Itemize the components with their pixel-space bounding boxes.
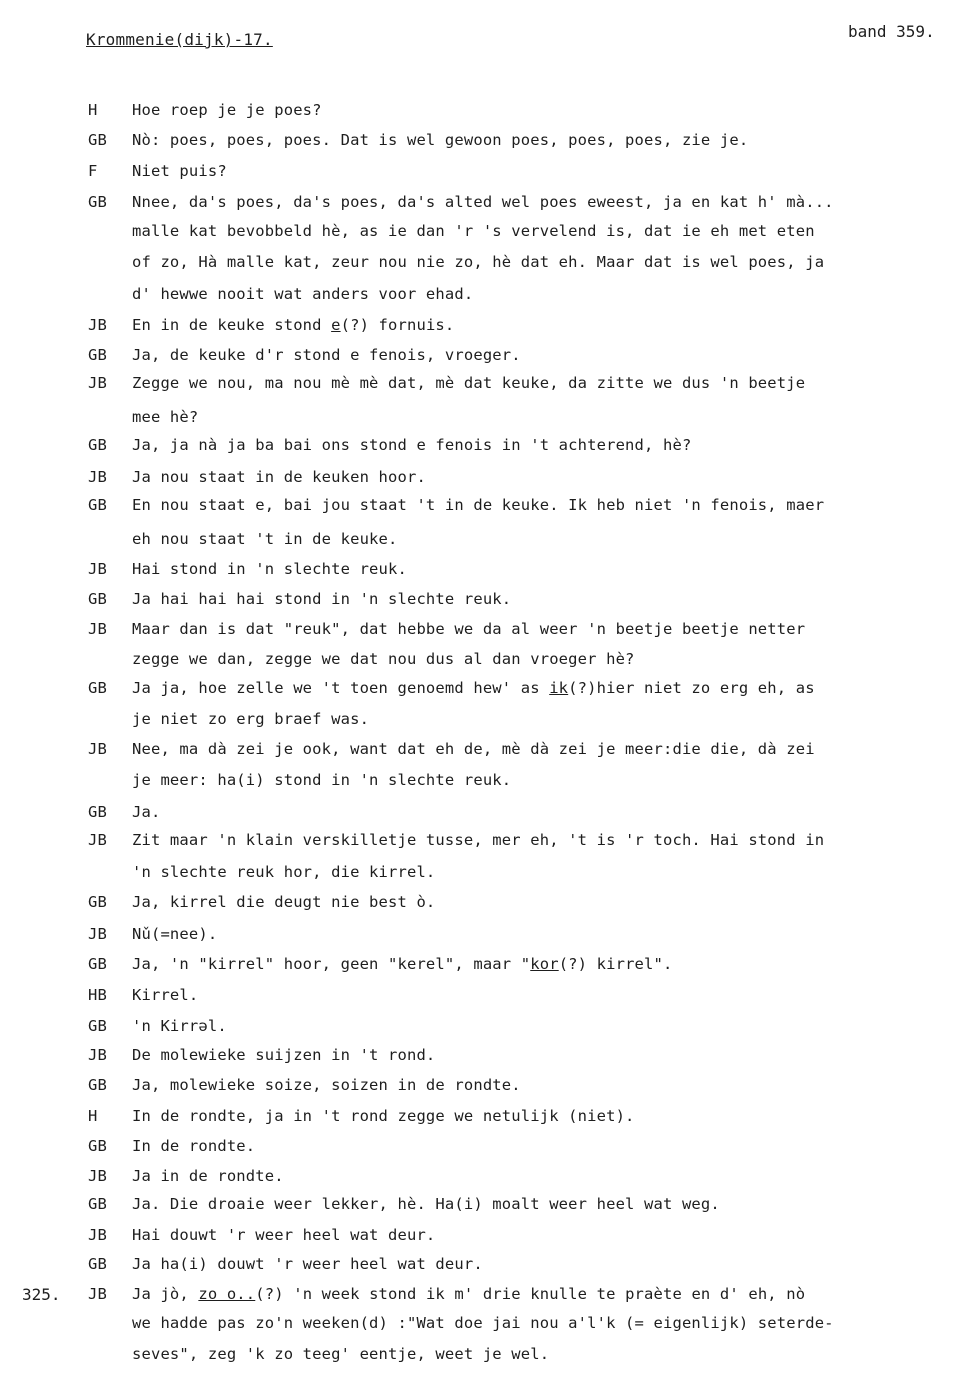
utterance-text: Ja ja, hoe zelle we 't toen genoemd hew' as bbox=[132, 679, 550, 697]
utterance-line: zegge we dan, zegge we dat nou dus al dan vroeger hè? bbox=[132, 650, 635, 668]
speaker-code: GB bbox=[88, 803, 107, 821]
utterance-line: Ja ha(i) douwt 'r weer heel wat deur. bbox=[132, 1255, 483, 1273]
utterance-line bbox=[132, 955, 673, 973]
speaker-code: F bbox=[88, 162, 98, 180]
speaker-code: GB bbox=[88, 1195, 107, 1213]
utterance-line: mee hè? bbox=[132, 408, 199, 426]
speaker-code: JB bbox=[88, 560, 107, 578]
tape-band-number: band 359. bbox=[848, 22, 935, 41]
utterance-line: Zit maar 'n klain verskilletje tusse, mer eh, 't is 'r toch. Hai stond in bbox=[132, 831, 825, 849]
utterance-line: In de rondte, ja in 't rond zegge we netulijk (niet). bbox=[132, 1107, 635, 1125]
uncertain-word: kor bbox=[530, 955, 559, 973]
speaker-code: GB bbox=[88, 193, 107, 211]
utterance-text: (?) fornuis. bbox=[340, 316, 455, 334]
speaker-code: H bbox=[88, 1107, 98, 1125]
utterance-line: eh nou staat 't in de keuke. bbox=[132, 530, 398, 548]
speaker-code: GB bbox=[88, 893, 107, 911]
utterance-line: je niet zo erg braef was. bbox=[132, 710, 370, 728]
utterance-line: 'n slechte reuk hor, die kirrel. bbox=[132, 863, 436, 881]
utterance-line: Nee, ma dà zei je ook, want dat eh de, mè dà zei je meer:die die, dà zei bbox=[132, 740, 815, 758]
speaker-code: GB bbox=[88, 131, 107, 149]
speaker-code: GB bbox=[88, 1137, 107, 1155]
utterance-text: Ja, 'n "kirrel" hoor, geen "kerel", maar " bbox=[132, 955, 531, 973]
utterance-line: In de rondte. bbox=[132, 1137, 256, 1155]
speaker-code: JB bbox=[88, 1226, 107, 1244]
speaker-code: GB bbox=[88, 346, 107, 364]
utterance-line: 'n Kirrəl. bbox=[132, 1017, 227, 1035]
speaker-code: JB bbox=[88, 620, 107, 638]
utterance-line: je meer: ha(i) stond in 'n slechte reuk. bbox=[132, 771, 512, 789]
utterance-line: Nǔ(=nee). bbox=[132, 925, 218, 943]
speaker-code: GB bbox=[88, 1017, 107, 1035]
utterance-line: Ja. Die droaie weer lekker, hè. Ha(i) moalt weer heel wat weg. bbox=[132, 1195, 720, 1213]
speaker-code: JB bbox=[88, 1046, 107, 1064]
speaker-code: GB bbox=[88, 1076, 107, 1094]
utterance-line: Niet puis? bbox=[132, 162, 227, 180]
utterance-line: Ja, kirrel die deugt nie best ò. bbox=[132, 893, 436, 911]
speaker-code: JB bbox=[88, 1285, 107, 1303]
utterance-line: Kirrel. bbox=[132, 986, 199, 1004]
utterance-text: (?)hier niet zo erg eh, as bbox=[568, 679, 815, 697]
utterance-line: Hai stond in 'n slechte reuk. bbox=[132, 560, 407, 578]
utterance-line: Nò: poes, poes, poes. Dat is wel gewoon poes, poes, poes, zie je. bbox=[132, 131, 749, 149]
utterance-text: (?) kirrel". bbox=[558, 955, 673, 973]
tape-counter-marker: 325. bbox=[22, 1285, 61, 1304]
speaker-code: GB bbox=[88, 436, 107, 454]
speaker-code: JB bbox=[88, 374, 107, 392]
speaker-code: JB bbox=[88, 468, 107, 486]
utterance-line: Ja, molewieke soize, soizen in de rondte. bbox=[132, 1076, 521, 1094]
speaker-code: GB bbox=[88, 590, 107, 608]
utterance-line: Ja nou staat in de keuken hoor. bbox=[132, 468, 426, 486]
speaker-code: GB bbox=[88, 955, 107, 973]
speaker-code: H bbox=[88, 101, 98, 119]
utterance-line: we hadde pas zo'n weeken(d) :"Wat doe jai nou a'l'k (= eigenlijk) seterde- bbox=[132, 1314, 834, 1332]
speaker-code: JB bbox=[88, 316, 107, 334]
speaker-code: GB bbox=[88, 496, 107, 514]
utterance-line: Hoe roep je je poes? bbox=[132, 101, 322, 119]
utterance-line: malle kat bevobbeld hè, as ie dan 'r 's vervelend is, dat ie eh met eten bbox=[132, 222, 815, 240]
utterance-line: Maar dan is dat "reuk", dat hebbe we da al weer 'n beetje beetje netter bbox=[132, 620, 806, 638]
speaker-code: HB bbox=[88, 986, 107, 1004]
utterance-line: Zegge we nou, ma nou mè mè dat, mè dat keuke, da zitte we dus 'n beetje bbox=[132, 374, 806, 392]
utterance-text: Ja jò, bbox=[132, 1285, 199, 1303]
speaker-code: JB bbox=[88, 740, 107, 758]
utterance-line: En nou staat e, bai jou staat 't in de keuke. Ik heb niet 'n fenois, maer bbox=[132, 496, 825, 514]
utterance-line: Nnee, da's poes, da's poes, da's alted wel poes eweest, ja en kat h' mà... bbox=[132, 193, 834, 211]
utterance-line: Ja in de rondte. bbox=[132, 1167, 284, 1185]
speaker-code: JB bbox=[88, 1167, 107, 1185]
document-title: Krommenie(dijk)-17. bbox=[86, 30, 273, 49]
utterance-line bbox=[132, 1285, 805, 1303]
utterance-text: (?) 'n week stond ik m' drie knulle te praète en d' eh, nò bbox=[255, 1285, 806, 1303]
utterance-line: Ja, de keuke d'r stond e fenois, vroeger. bbox=[132, 346, 521, 364]
utterance-line: Hai douwt 'r weer heel wat deur. bbox=[132, 1226, 436, 1244]
uncertain-word: zo o.. bbox=[198, 1285, 256, 1303]
utterance-line: Ja, ja nà ja ba bai ons stond e fenois in 't achterend, hè? bbox=[132, 436, 692, 454]
uncertain-word: ik bbox=[549, 679, 569, 697]
utterance-line: of zo, Hà malle kat, zeur nou nie zo, hè dat eh. Maar dat is wel poes, ja bbox=[132, 253, 825, 271]
speaker-code: JB bbox=[88, 831, 107, 849]
utterance-line: seves", zeg 'k zo teeg' eentje, weet je wel. bbox=[132, 1345, 550, 1363]
speaker-code: JB bbox=[88, 925, 107, 943]
utterance-line: Ja. bbox=[132, 803, 161, 821]
utterance-line: De molewieke suijzen in 't rond. bbox=[132, 1046, 436, 1064]
utterance-line bbox=[132, 316, 454, 334]
utterance-line bbox=[132, 679, 815, 697]
uncertain-word: e bbox=[331, 316, 341, 334]
speaker-code: GB bbox=[88, 679, 107, 697]
speaker-code: GB bbox=[88, 1255, 107, 1273]
utterance-line: d' hewwe nooit wat anders voor ehad. bbox=[132, 285, 474, 303]
utterance-line: Ja hai hai hai stond in 'n slechte reuk. bbox=[132, 590, 512, 608]
utterance-text: En in de keuke stond bbox=[132, 316, 332, 334]
